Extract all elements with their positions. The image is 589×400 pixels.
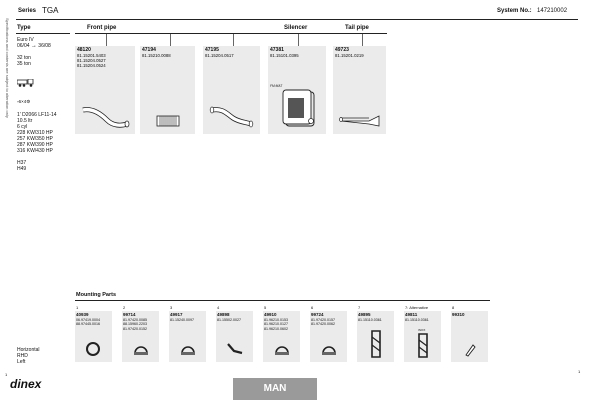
- part-number: 49723: [335, 47, 349, 53]
- brand-label: MAN: [263, 383, 287, 394]
- part-number: 47195: [205, 47, 219, 53]
- mount-number: 40939: [76, 312, 89, 317]
- mounting-card[interactable]: [122, 311, 159, 362]
- cab-1: H37: [17, 160, 27, 166]
- mounting-card[interactable]: [169, 311, 206, 362]
- mount-number: 49895: [358, 312, 371, 317]
- cylinders: 6 cyl: [17, 124, 28, 130]
- mount-ref: 81.96210.0153: [264, 318, 288, 322]
- mount-ref: 06.97419.0004: [76, 318, 100, 322]
- power-1: 228 KW/310 HP: [17, 130, 53, 136]
- part-refs: [270, 53, 299, 58]
- part-ref: 81.15201.5403: [77, 53, 106, 58]
- axle-diagram-icon: ▫: [17, 99, 19, 104]
- silencer-drawing: [280, 88, 320, 130]
- mount-ref: 88.97445.0016: [76, 322, 100, 327]
- mount-refs: [358, 318, 382, 322]
- section-tail-pipe: Tail pipe: [345, 25, 369, 31]
- tonnage-2: 35 ton: [17, 61, 31, 67]
- type-heading: Type: [17, 25, 31, 31]
- mount-refs: [311, 318, 335, 327]
- mount-index: 8: [452, 305, 455, 310]
- wheel-icon: ⚙: [26, 99, 31, 104]
- clamp-icon: [179, 343, 197, 357]
- header-rule: [16, 19, 578, 20]
- mount-index: 7: Alternative: [405, 305, 429, 310]
- mount-refs: [123, 318, 147, 331]
- part-card[interactable]: [333, 46, 386, 134]
- date-range: [17, 44, 51, 50]
- type-rule: [16, 33, 70, 34]
- power-2: 257 KW/350 HP: [17, 136, 53, 142]
- dinex-logo: [10, 377, 41, 391]
- mounting-card[interactable]: [75, 311, 112, 362]
- mount-index: 1: [76, 305, 79, 310]
- power-4: 316 KW/430 HP: [17, 148, 53, 154]
- part-ref: 81.15204.0527: [77, 58, 106, 63]
- gasket-ring-icon: [85, 341, 101, 357]
- mount-index: 3: [170, 305, 173, 310]
- system-label: System No.:: [497, 8, 532, 14]
- section-front-pipe: Front pipe: [87, 25, 117, 31]
- tail-pipe-drawing: [339, 112, 381, 130]
- part-number: 48120: [77, 47, 91, 53]
- system-number: 147210002: [537, 8, 568, 14]
- mount-ref: 81.15502.0027: [217, 318, 241, 322]
- mount-refs: [217, 318, 241, 322]
- displacement: 10.5 ltr: [17, 118, 33, 124]
- mount-ref: 81.97420.0152: [123, 326, 147, 331]
- power-3: 287 KW/390 HP: [17, 142, 53, 148]
- front-pipe-drawing: [81, 104, 131, 130]
- part-card[interactable]: [268, 46, 326, 134]
- mount-ref: 81.96210.0602: [264, 326, 288, 331]
- strap-icon: [369, 329, 383, 359]
- side-disclaimer-text: Specifications and contents are subject to alteration only: [5, 18, 10, 118]
- part-ref: 81.15210.0088: [142, 53, 171, 58]
- part-refs: [142, 53, 171, 58]
- part-ref: 81.15101.0395: [270, 53, 299, 58]
- mount-index: 7: [358, 305, 361, 310]
- hanger-icon: [226, 341, 244, 357]
- orientation: Horizontal: [17, 347, 40, 353]
- mount-ref: 81.97420.0085: [123, 318, 147, 322]
- axle-config: ▫6×4⚙: [17, 99, 31, 104]
- mount-number: 49917: [170, 312, 183, 317]
- mounting-card[interactable]: [216, 311, 253, 362]
- arrow-right-icon: →: [30, 43, 37, 49]
- mount-ref: 81.96210.0127: [264, 322, 288, 327]
- clamp-icon: [320, 343, 338, 357]
- connector: [106, 34, 107, 46]
- part-ref: 81.15204.0517: [205, 53, 234, 58]
- section-silencer: Silencer: [284, 25, 308, 31]
- mounting-card[interactable]: [451, 311, 488, 362]
- engine-index: 1': [17, 112, 21, 118]
- mount-ref: 81.15110.0361: [405, 318, 429, 322]
- page-number: 1: [578, 369, 581, 374]
- silencer-tag: FM·MAT: [270, 84, 283, 88]
- truck-icon: [17, 74, 35, 92]
- connector: [170, 34, 171, 46]
- mount-number: 49811: [405, 312, 418, 317]
- euro-norm: Euro IV: [17, 37, 34, 43]
- mounting-card[interactable]: [404, 311, 441, 362]
- inox-tag: INOX: [418, 328, 426, 332]
- clamp-icon: [132, 343, 150, 357]
- mount-ref: 81.15110.0361: [358, 318, 382, 322]
- mounting-rule: [75, 300, 490, 301]
- mount-index: 4: [217, 305, 220, 310]
- mount-ref: 88.15960.2203: [123, 322, 147, 327]
- section-rule: [75, 33, 387, 34]
- section-mounting-parts: Mounting Parts: [76, 292, 117, 298]
- clamp-icon: [273, 343, 291, 357]
- flex-pipe-drawing: [156, 114, 180, 128]
- part-ref: 81.15204.0524: [77, 63, 106, 68]
- mounting-card[interactable]: [310, 311, 347, 362]
- mount-number: 49910: [264, 312, 277, 317]
- part-card[interactable]: [75, 46, 135, 134]
- exit-side: Left: [17, 359, 26, 365]
- part-refs: [77, 53, 106, 68]
- corner-mark: 1: [5, 372, 8, 377]
- part-number: 47381: [270, 47, 284, 53]
- mount-number: 99310: [452, 312, 465, 317]
- mounting-card[interactable]: [357, 311, 394, 362]
- side-disclaimer: [2, 18, 10, 318]
- mount-index: 6: [311, 305, 314, 310]
- mount-ref: 81.97420.0062: [311, 322, 335, 327]
- tonnage-1: 32 ton: [17, 55, 31, 61]
- series-value: TGA: [42, 6, 59, 15]
- part-card[interactable]: [140, 46, 195, 134]
- mount-refs: [170, 318, 194, 322]
- connector: [233, 34, 234, 46]
- date-from: 06/04: [17, 43, 30, 49]
- connector: [298, 34, 299, 46]
- connector: [362, 34, 363, 46]
- mount-refs: [76, 318, 100, 327]
- brand-tab: [233, 378, 317, 400]
- date-to: 36/08: [38, 43, 51, 49]
- strap-icon: [416, 332, 430, 359]
- part-ref: 81.15201.0219: [335, 53, 364, 58]
- part-refs: [335, 53, 364, 58]
- mount-number: 99714: [123, 312, 136, 317]
- part-number: 47194: [142, 47, 156, 53]
- mount-ref: 81.97420.0157: [311, 318, 335, 322]
- mount-number: 99724: [311, 312, 324, 317]
- cab-2: H49: [17, 166, 27, 172]
- mount-number: 49898: [217, 312, 230, 317]
- series-label: Series: [18, 8, 37, 14]
- mounting-card[interactable]: [263, 311, 300, 362]
- mount-index: 2: [123, 305, 126, 310]
- logo-text: dinex: [10, 377, 42, 391]
- engine-code: D2066 LF11-14: [22, 112, 57, 118]
- mount-ref: 81.15240.0097: [170, 318, 194, 322]
- drive-side: RHD: [17, 353, 28, 359]
- bend-pipe-drawing: [209, 102, 257, 130]
- mount-refs: [264, 318, 288, 331]
- part-card[interactable]: [203, 46, 260, 134]
- mount-index: 5: [264, 305, 267, 310]
- paste-tube-icon: [464, 343, 476, 357]
- part-refs: [205, 53, 234, 58]
- mount-refs: [405, 318, 429, 322]
